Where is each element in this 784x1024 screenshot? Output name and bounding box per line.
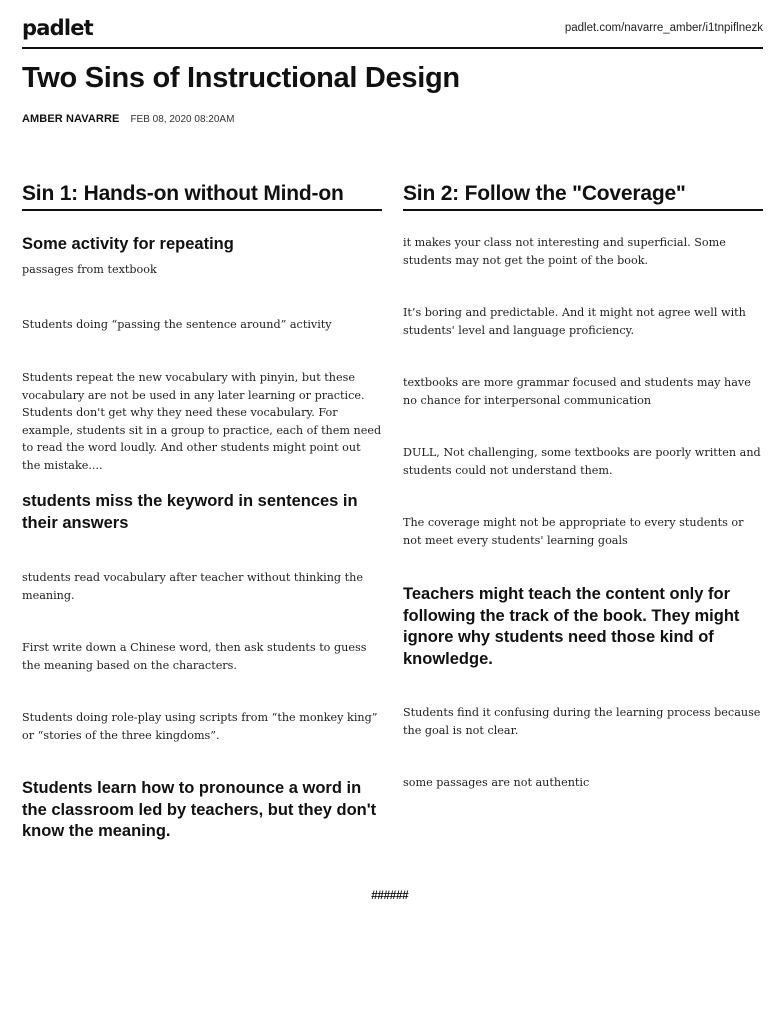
- post-card[interactable]: [22, 316, 382, 334]
- post-heading: students miss the keyword in sentences in their answers: [22, 492, 358, 532]
- page-title: Two Sins of Instructional Design: [22, 62, 460, 94]
- post-card[interactable]: [22, 778, 382, 843]
- post-body: some passages are not authentic: [403, 776, 590, 789]
- post-card[interactable]: [403, 374, 763, 409]
- header-divider: [22, 47, 763, 49]
- post-body: Students doing “passing the sentence around” activity: [22, 318, 332, 331]
- post-body: The coverage might not be appropriate to every students or not meet every students' learning goals: [403, 516, 744, 547]
- footer-mark: ######: [371, 888, 409, 902]
- padlet-export-page: [22, 0, 763, 1024]
- post-body: DULL, Not challenging, some textbooks are poorly written and students could not understand them.: [403, 446, 761, 477]
- post-heading: Teachers might teach the content only for following the track of the book. They might ignore why students need those kind of knowledge.: [403, 585, 740, 668]
- column-title: Sin 1: Hands-on without Mind-on: [22, 182, 344, 205]
- post-body: passages from textbook: [22, 262, 157, 276]
- post-body: textbooks are more grammar focused and students may have no chance for interpersonal communication: [403, 376, 751, 407]
- column-divider: [22, 209, 382, 211]
- post-body: Students repeat the new vocabulary with pinyin, but these vocabulary are not be used in any later learning or practice. Students don't get why they need these vocabulary. For example, students sit in a group to practice, each of them need to read the word loudly. And other students might point out the mistake....: [22, 371, 382, 472]
- post-body: Students find it confusing during the learning process because the goal is not clear.: [403, 706, 761, 737]
- post-body: First write down a Chinese word, then ask students to guess the meaning based on the characters.: [22, 641, 367, 672]
- post-heading: Some activity for repeating: [22, 235, 234, 253]
- board-meta: [22, 109, 234, 123]
- column-title: Sin 2: Follow the "Coverage": [403, 182, 686, 205]
- post-card[interactable]: [403, 774, 763, 792]
- post-card[interactable]: [22, 369, 382, 474]
- post-card[interactable]: [403, 584, 763, 670]
- post-card[interactable]: [22, 709, 382, 744]
- post-body: It’s boring and predictable. And it might not agree well with students' level and language proficiency.: [403, 306, 746, 337]
- post-card[interactable]: [22, 639, 382, 674]
- post-body: it makes your class not interesting and superficial. Some students may not get the point of the book.: [403, 236, 726, 267]
- post-card[interactable]: [403, 304, 763, 339]
- author-name: AMBER NAVARRE: [22, 113, 120, 125]
- column-divider: [403, 209, 763, 211]
- post-date: FEB 08, 2020 08:20AM: [130, 114, 235, 125]
- post-card[interactable]: [22, 569, 382, 604]
- post-card[interactable]: [403, 234, 763, 269]
- post-card[interactable]: [403, 704, 763, 739]
- padlet-logo[interactable]: padlet: [22, 16, 93, 40]
- post-body: students read vocabulary after teacher without thinking the meaning.: [22, 571, 363, 602]
- top-bar: [22, 16, 763, 42]
- post-card[interactable]: [403, 444, 763, 479]
- post-card[interactable]: [403, 514, 763, 549]
- post-body: Students doing role-play using scripts from “the monkey king” or “stories of the three kingdoms”.: [22, 711, 378, 742]
- post-card[interactable]: [22, 491, 382, 534]
- post-card[interactable]: [22, 234, 382, 278]
- post-heading: Students learn how to pronounce a word in the classroom led by teachers, but they don't know the meaning.: [22, 779, 377, 840]
- board-url[interactable]: padlet.com/navarre_amber/i1tnpiflnezk: [564, 22, 763, 34]
